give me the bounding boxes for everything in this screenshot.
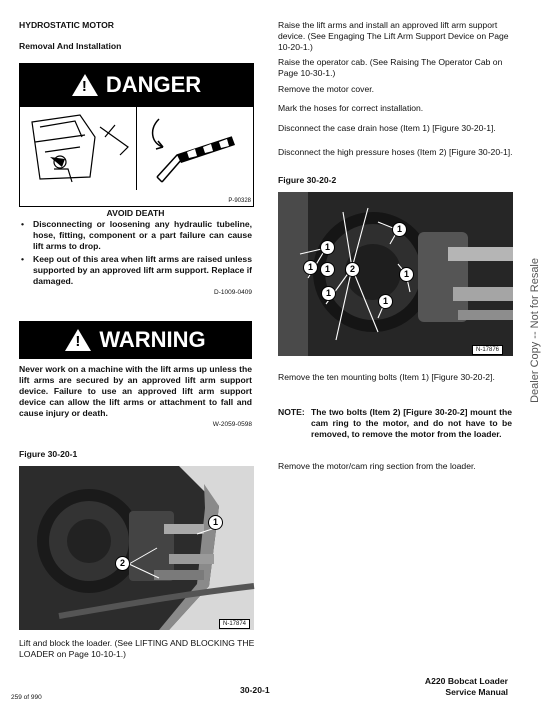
- figure-1-title: Figure 30-20-1: [19, 449, 78, 459]
- note-text: The two bolts (Item 2) [Figure 30-20-2] mount the cam ring to the motor, and do not have to be removed, to remove the motor from the loader.: [311, 407, 512, 439]
- warning-triangle-icon: !: [65, 329, 91, 351]
- warning-code: W-2059-0598: [212, 421, 252, 428]
- step-remove-bolts: Remove the ten mounting bolts (Item 1) [Figure 30-20-2].: [278, 372, 495, 382]
- danger-banner: [20, 64, 253, 107]
- lift-arm-support-icon: [137, 107, 253, 190]
- avoid-death-heading: AVOID DEATH: [106, 208, 165, 218]
- figure-2-code: N-17876: [472, 345, 503, 355]
- callout-1: 1: [378, 294, 393, 309]
- warning-text: Never work on a machine with the lift arms up unless the lift arms are secured by an approved lift arm support device. Failure to use an approved lift arm support device can allow the lift arms or attachment to fall and cause injury or death.: [19, 364, 252, 418]
- warning-banner: [19, 321, 252, 359]
- warning-triangle-icon: !: [72, 74, 98, 96]
- danger-figure-code: P-90328: [228, 198, 251, 204]
- step-5: Disconnect the case drain hose (Item 1) [Figure 30-20-1].: [278, 123, 496, 133]
- watermark: Dealer Copy -- Not for Resale: [529, 258, 541, 403]
- subsection-title: Removal And Installation: [19, 41, 122, 51]
- callout-1: 1: [392, 222, 407, 237]
- danger-bullet: • Disconnecting or loosening any hydraulic tubeline, hose, fitting, component or a part failure can cause lift arms to drop.: [19, 219, 252, 252]
- callout-1: 1: [320, 240, 335, 255]
- page-count: 259 of 990: [11, 694, 42, 701]
- callout-2: 2: [115, 556, 130, 571]
- danger-code: D-1009-0409: [214, 289, 252, 296]
- callout-1: 1: [208, 515, 223, 530]
- callout-1: 1: [321, 286, 336, 301]
- danger-bullets: [19, 219, 252, 287]
- manual-name: Service Manual: [445, 687, 508, 697]
- note-label: NOTE:: [278, 407, 305, 417]
- loader-crush-icon: [20, 107, 137, 190]
- figure-1-code: N-17874: [219, 619, 250, 629]
- product-name: A220 Bobcat Loader: [424, 676, 508, 686]
- callout-2: 2: [345, 262, 360, 277]
- step-3: Remove the motor cover.: [278, 84, 375, 94]
- step-4: Mark the hoses for correct installation.: [278, 103, 424, 113]
- figure-2-title: Figure 30-20-2: [278, 175, 337, 185]
- figure-1-photo: [19, 466, 254, 630]
- step-6: Disconnect the high pressure hoses (Item 2) [Figure 30-20-1].: [278, 147, 513, 157]
- warning-signal-word: WARNING: [99, 327, 206, 352]
- callout-1: 1: [303, 260, 318, 275]
- page-number: 30-20-1: [240, 685, 270, 695]
- figure-1-caption: Lift and block the loader. (See LIFTING AND BLOCKING THE LOADER on Page 10-10-1.): [19, 638, 255, 659]
- danger-box: [19, 63, 254, 207]
- figure-2-photo: [278, 192, 513, 356]
- danger-pictograms: [20, 107, 253, 190]
- step-2: Raise the operator cab. (See Raising The Operator Cab on Page 10-30-1.): [278, 57, 503, 78]
- danger-signal-word: DANGER: [105, 72, 202, 97]
- danger-bullet: • Keep out of this area when lift arms are raised unless supported by an approved lift arm support. Replace if damaged.: [19, 254, 252, 287]
- callout-1: 1: [320, 262, 335, 277]
- callout-1: 1: [399, 267, 414, 282]
- step-final: Remove the motor/cam ring section from the loader.: [278, 461, 476, 471]
- section-title: HYDROSTATIC MOTOR: [19, 20, 115, 30]
- step-1: Raise the lift arms and install an approved lift arm support device. (See Engaging The Lift Arm Support Device on Page 10-20-1.): [278, 20, 509, 52]
